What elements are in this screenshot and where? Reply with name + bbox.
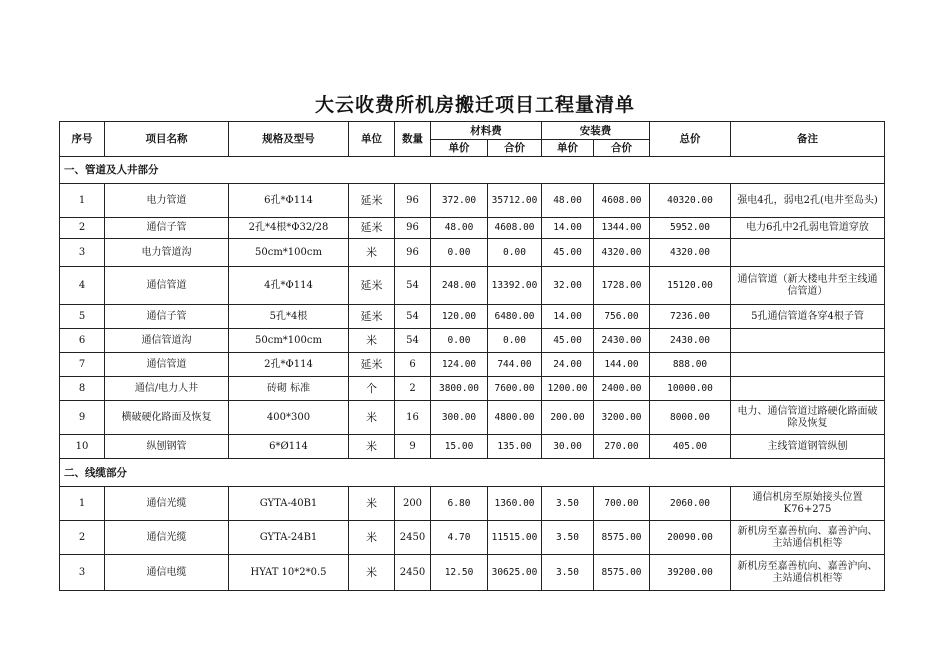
cell-spec: 2孔*Φ114 xyxy=(229,353,349,377)
cell-remark xyxy=(731,239,885,267)
section-title: 一、管道及人井部分 xyxy=(60,157,885,184)
cell-seq: 3 xyxy=(60,239,105,267)
cell-ins-price: 3.50 xyxy=(542,487,594,521)
cell-spec: 5孔*4根 xyxy=(229,305,349,329)
cell-mat-price: 48.00 xyxy=(431,218,488,239)
cell-total: 888.00 xyxy=(650,353,731,377)
section-row xyxy=(60,157,885,184)
table-row xyxy=(60,401,885,435)
cell-seq: 9 xyxy=(60,401,105,435)
cell-qty: 96 xyxy=(395,218,431,239)
cell-ins-price: 14.00 xyxy=(542,218,594,239)
cell-remark xyxy=(731,353,885,377)
cell-name: 通信管道 xyxy=(105,267,229,305)
cell-spec: 6孔*Φ114 xyxy=(229,184,349,218)
cell-total: 2430.00 xyxy=(650,329,731,353)
cell-name: 纵刨钢管 xyxy=(105,435,229,459)
cell-qty: 54 xyxy=(395,267,431,305)
cell-remark: 新机房至嘉善杭向、嘉善沪向、主站通信机柜等 xyxy=(731,555,885,591)
cell-name: 通信子管 xyxy=(105,305,229,329)
cell-ins-sum: 144.00 xyxy=(594,353,650,377)
cell-unit: 米 xyxy=(349,435,395,459)
cell-ins-sum: 270.00 xyxy=(594,435,650,459)
cell-ins-sum: 3200.00 xyxy=(594,401,650,435)
cell-name: 通信光缆 xyxy=(105,521,229,555)
cell-ins-price: 45.00 xyxy=(542,329,594,353)
cell-seq: 1 xyxy=(60,184,105,218)
cell-total: 7236.00 xyxy=(650,305,731,329)
cell-mat-price: 6.80 xyxy=(431,487,488,521)
cell-unit: 延米 xyxy=(349,184,395,218)
table-row xyxy=(60,305,885,329)
cell-total: 39200.00 xyxy=(650,555,731,591)
table-row xyxy=(60,377,885,401)
cell-mat-price: 124.00 xyxy=(431,353,488,377)
cell-spec: 50cm*100cm xyxy=(229,239,349,267)
cell-remark: 通信管道（新大楼电井至主线通信管道） xyxy=(731,267,885,305)
cell-name: 横破硬化路面及恢复 xyxy=(105,401,229,435)
header-remark: 备注 xyxy=(731,122,885,157)
table-body xyxy=(60,157,885,591)
cell-qty: 16 xyxy=(395,401,431,435)
header-install-unit-price: 单价 xyxy=(542,140,594,157)
cell-unit: 延米 xyxy=(349,218,395,239)
cell-ins-price: 3.50 xyxy=(542,555,594,591)
cell-total: 405.00 xyxy=(650,435,731,459)
cell-total: 10000.00 xyxy=(650,377,731,401)
table-row xyxy=(60,218,885,239)
cell-total: 4320.00 xyxy=(650,239,731,267)
cell-qty: 2450 xyxy=(395,521,431,555)
header-total: 总价 xyxy=(650,122,731,157)
cell-seq: 6 xyxy=(60,329,105,353)
cell-ins-sum: 1344.00 xyxy=(594,218,650,239)
cell-seq: 2 xyxy=(60,521,105,555)
cell-qty: 54 xyxy=(395,305,431,329)
header-qty: 数量 xyxy=(395,122,431,157)
cell-ins-price: 32.00 xyxy=(542,267,594,305)
cell-name: 通信电缆 xyxy=(105,555,229,591)
cell-unit: 米 xyxy=(349,329,395,353)
cell-ins-sum: 4608.00 xyxy=(594,184,650,218)
cell-seq: 5 xyxy=(60,305,105,329)
cell-qty: 2450 xyxy=(395,555,431,591)
cell-ins-sum: 8575.00 xyxy=(594,521,650,555)
cell-mat-price: 3800.00 xyxy=(431,377,488,401)
table-row xyxy=(60,555,885,591)
cell-seq: 8 xyxy=(60,377,105,401)
cell-seq: 10 xyxy=(60,435,105,459)
header-material-unit-price: 单价 xyxy=(431,140,488,157)
table-row xyxy=(60,487,885,521)
cell-qty: 200 xyxy=(395,487,431,521)
cell-ins-sum: 1728.00 xyxy=(594,267,650,305)
header-material-subtotal: 合价 xyxy=(488,140,542,157)
cell-ins-price: 200.00 xyxy=(542,401,594,435)
cell-qty: 96 xyxy=(395,239,431,267)
cell-seq: 3 xyxy=(60,555,105,591)
cell-mat-sum: 744.00 xyxy=(488,353,542,377)
table-row xyxy=(60,184,885,218)
cell-mat-price: 372.00 xyxy=(431,184,488,218)
cell-mat-sum: 4800.00 xyxy=(488,401,542,435)
table-row xyxy=(60,267,885,305)
cell-name: 通信子管 xyxy=(105,218,229,239)
cell-ins-sum: 2430.00 xyxy=(594,329,650,353)
cell-total: 8000.00 xyxy=(650,401,731,435)
cell-mat-price: 0.00 xyxy=(431,329,488,353)
cell-ins-price: 1200.00 xyxy=(542,377,594,401)
cell-ins-sum: 2400.00 xyxy=(594,377,650,401)
cell-mat-price: 12.50 xyxy=(431,555,488,591)
cell-seq: 7 xyxy=(60,353,105,377)
cell-mat-price: 4.70 xyxy=(431,521,488,555)
table-row xyxy=(60,435,885,459)
header-name: 项目名称 xyxy=(105,122,229,157)
cell-remark: 5孔通信管道各穿4根子管 xyxy=(731,305,885,329)
page-title: 大云收费所机房搬迁项目工程量清单 xyxy=(314,94,635,116)
cell-unit: 米 xyxy=(349,555,395,591)
cell-spec: 400*300 xyxy=(229,401,349,435)
cell-ins-price: 14.00 xyxy=(542,305,594,329)
cell-mat-sum: 135.00 xyxy=(488,435,542,459)
cell-qty: 2 xyxy=(395,377,431,401)
cell-name: 通信管道 xyxy=(105,353,229,377)
cell-spec: 砖砌 标准 xyxy=(229,377,349,401)
cell-seq: 4 xyxy=(60,267,105,305)
cell-mat-sum: 30625.00 xyxy=(488,555,542,591)
section-row xyxy=(60,459,885,487)
header-install: 安装费 xyxy=(542,122,650,140)
cell-ins-price: 45.00 xyxy=(542,239,594,267)
cell-total: 5952.00 xyxy=(650,218,731,239)
cell-unit: 延米 xyxy=(349,353,395,377)
cell-mat-sum: 6480.00 xyxy=(488,305,542,329)
header-spec: 规格及型号 xyxy=(229,122,349,157)
cell-remark xyxy=(731,377,885,401)
cell-ins-price: 24.00 xyxy=(542,353,594,377)
cell-mat-sum: 1360.00 xyxy=(488,487,542,521)
cell-remark: 主线管道钢管纵刨 xyxy=(731,435,885,459)
header-unit: 单位 xyxy=(349,122,395,157)
cell-spec: GYTA-24B1 xyxy=(229,521,349,555)
cell-unit: 延米 xyxy=(349,267,395,305)
cell-mat-price: 248.00 xyxy=(431,267,488,305)
cell-mat-price: 0.00 xyxy=(431,239,488,267)
cell-spec: GYTA-40B1 xyxy=(229,487,349,521)
cell-total: 15120.00 xyxy=(650,267,731,305)
cell-mat-sum: 35712.00 xyxy=(488,184,542,218)
cell-qty: 54 xyxy=(395,329,431,353)
cell-unit: 米 xyxy=(349,401,395,435)
cell-name: 电力管道沟 xyxy=(105,239,229,267)
cell-mat-price: 120.00 xyxy=(431,305,488,329)
quantity-table xyxy=(59,121,885,591)
cell-spec: 6*Ø114 xyxy=(229,435,349,459)
section-title: 二、线缆部分 xyxy=(60,459,885,487)
table-row xyxy=(60,329,885,353)
cell-ins-sum: 4320.00 xyxy=(594,239,650,267)
cell-ins-sum: 8575.00 xyxy=(594,555,650,591)
cell-unit: 米 xyxy=(349,487,395,521)
cell-mat-sum: 7600.00 xyxy=(488,377,542,401)
cell-remark xyxy=(731,329,885,353)
cell-name: 通信光缆 xyxy=(105,487,229,521)
cell-remark: 强电4孔，弱电2孔(电井至岛头) xyxy=(731,184,885,218)
cell-qty: 6 xyxy=(395,353,431,377)
cell-name: 通信/电力人井 xyxy=(105,377,229,401)
cell-unit: 米 xyxy=(349,521,395,555)
cell-remark: 新机房至嘉善杭向、嘉善沪向、主站通信机柜等 xyxy=(731,521,885,555)
cell-mat-price: 15.00 xyxy=(431,435,488,459)
cell-spec: 4孔*Φ114 xyxy=(229,267,349,305)
cell-mat-sum: 13392.00 xyxy=(488,267,542,305)
table-row xyxy=(60,353,885,377)
header-install-subtotal: 合价 xyxy=(594,140,650,157)
cell-qty: 96 xyxy=(395,184,431,218)
header-material: 材料费 xyxy=(431,122,542,140)
cell-name: 通信管道沟 xyxy=(105,329,229,353)
cell-remark: 通信机房至原始接头位置K76+275 xyxy=(731,487,885,521)
cell-qty: 9 xyxy=(395,435,431,459)
cell-ins-price: 3.50 xyxy=(542,521,594,555)
cell-ins-price: 30.00 xyxy=(542,435,594,459)
cell-mat-price: 300.00 xyxy=(431,401,488,435)
cell-seq: 1 xyxy=(60,487,105,521)
header-seq: 序号 xyxy=(60,122,105,157)
cell-ins-sum: 700.00 xyxy=(594,487,650,521)
cell-remark: 电力6孔中2孔弱电管道穿放 xyxy=(731,218,885,239)
cell-spec: HYAT 10*2*0.5 xyxy=(229,555,349,591)
cell-ins-sum: 756.00 xyxy=(594,305,650,329)
cell-mat-sum: 4608.00 xyxy=(488,218,542,239)
cell-total: 20090.00 xyxy=(650,521,731,555)
cell-name: 电力管道 xyxy=(105,184,229,218)
cell-total: 40320.00 xyxy=(650,184,731,218)
cell-spec: 2孔*4根*Φ32/28 xyxy=(229,218,349,239)
cell-remark: 电力、通信管道过路硬化路面破除及恢复 xyxy=(731,401,885,435)
cell-spec: 50cm*100cm xyxy=(229,329,349,353)
cell-mat-sum: 0.00 xyxy=(488,329,542,353)
cell-mat-sum: 11515.00 xyxy=(488,521,542,555)
cell-unit: 延米 xyxy=(349,305,395,329)
cell-seq: 2 xyxy=(60,218,105,239)
cell-unit: 个 xyxy=(349,377,395,401)
cell-total: 2060.00 xyxy=(650,487,731,521)
cell-ins-price: 48.00 xyxy=(542,184,594,218)
cell-unit: 米 xyxy=(349,239,395,267)
table-row xyxy=(60,239,885,267)
cell-mat-sum: 0.00 xyxy=(488,239,542,267)
table-row xyxy=(60,521,885,555)
